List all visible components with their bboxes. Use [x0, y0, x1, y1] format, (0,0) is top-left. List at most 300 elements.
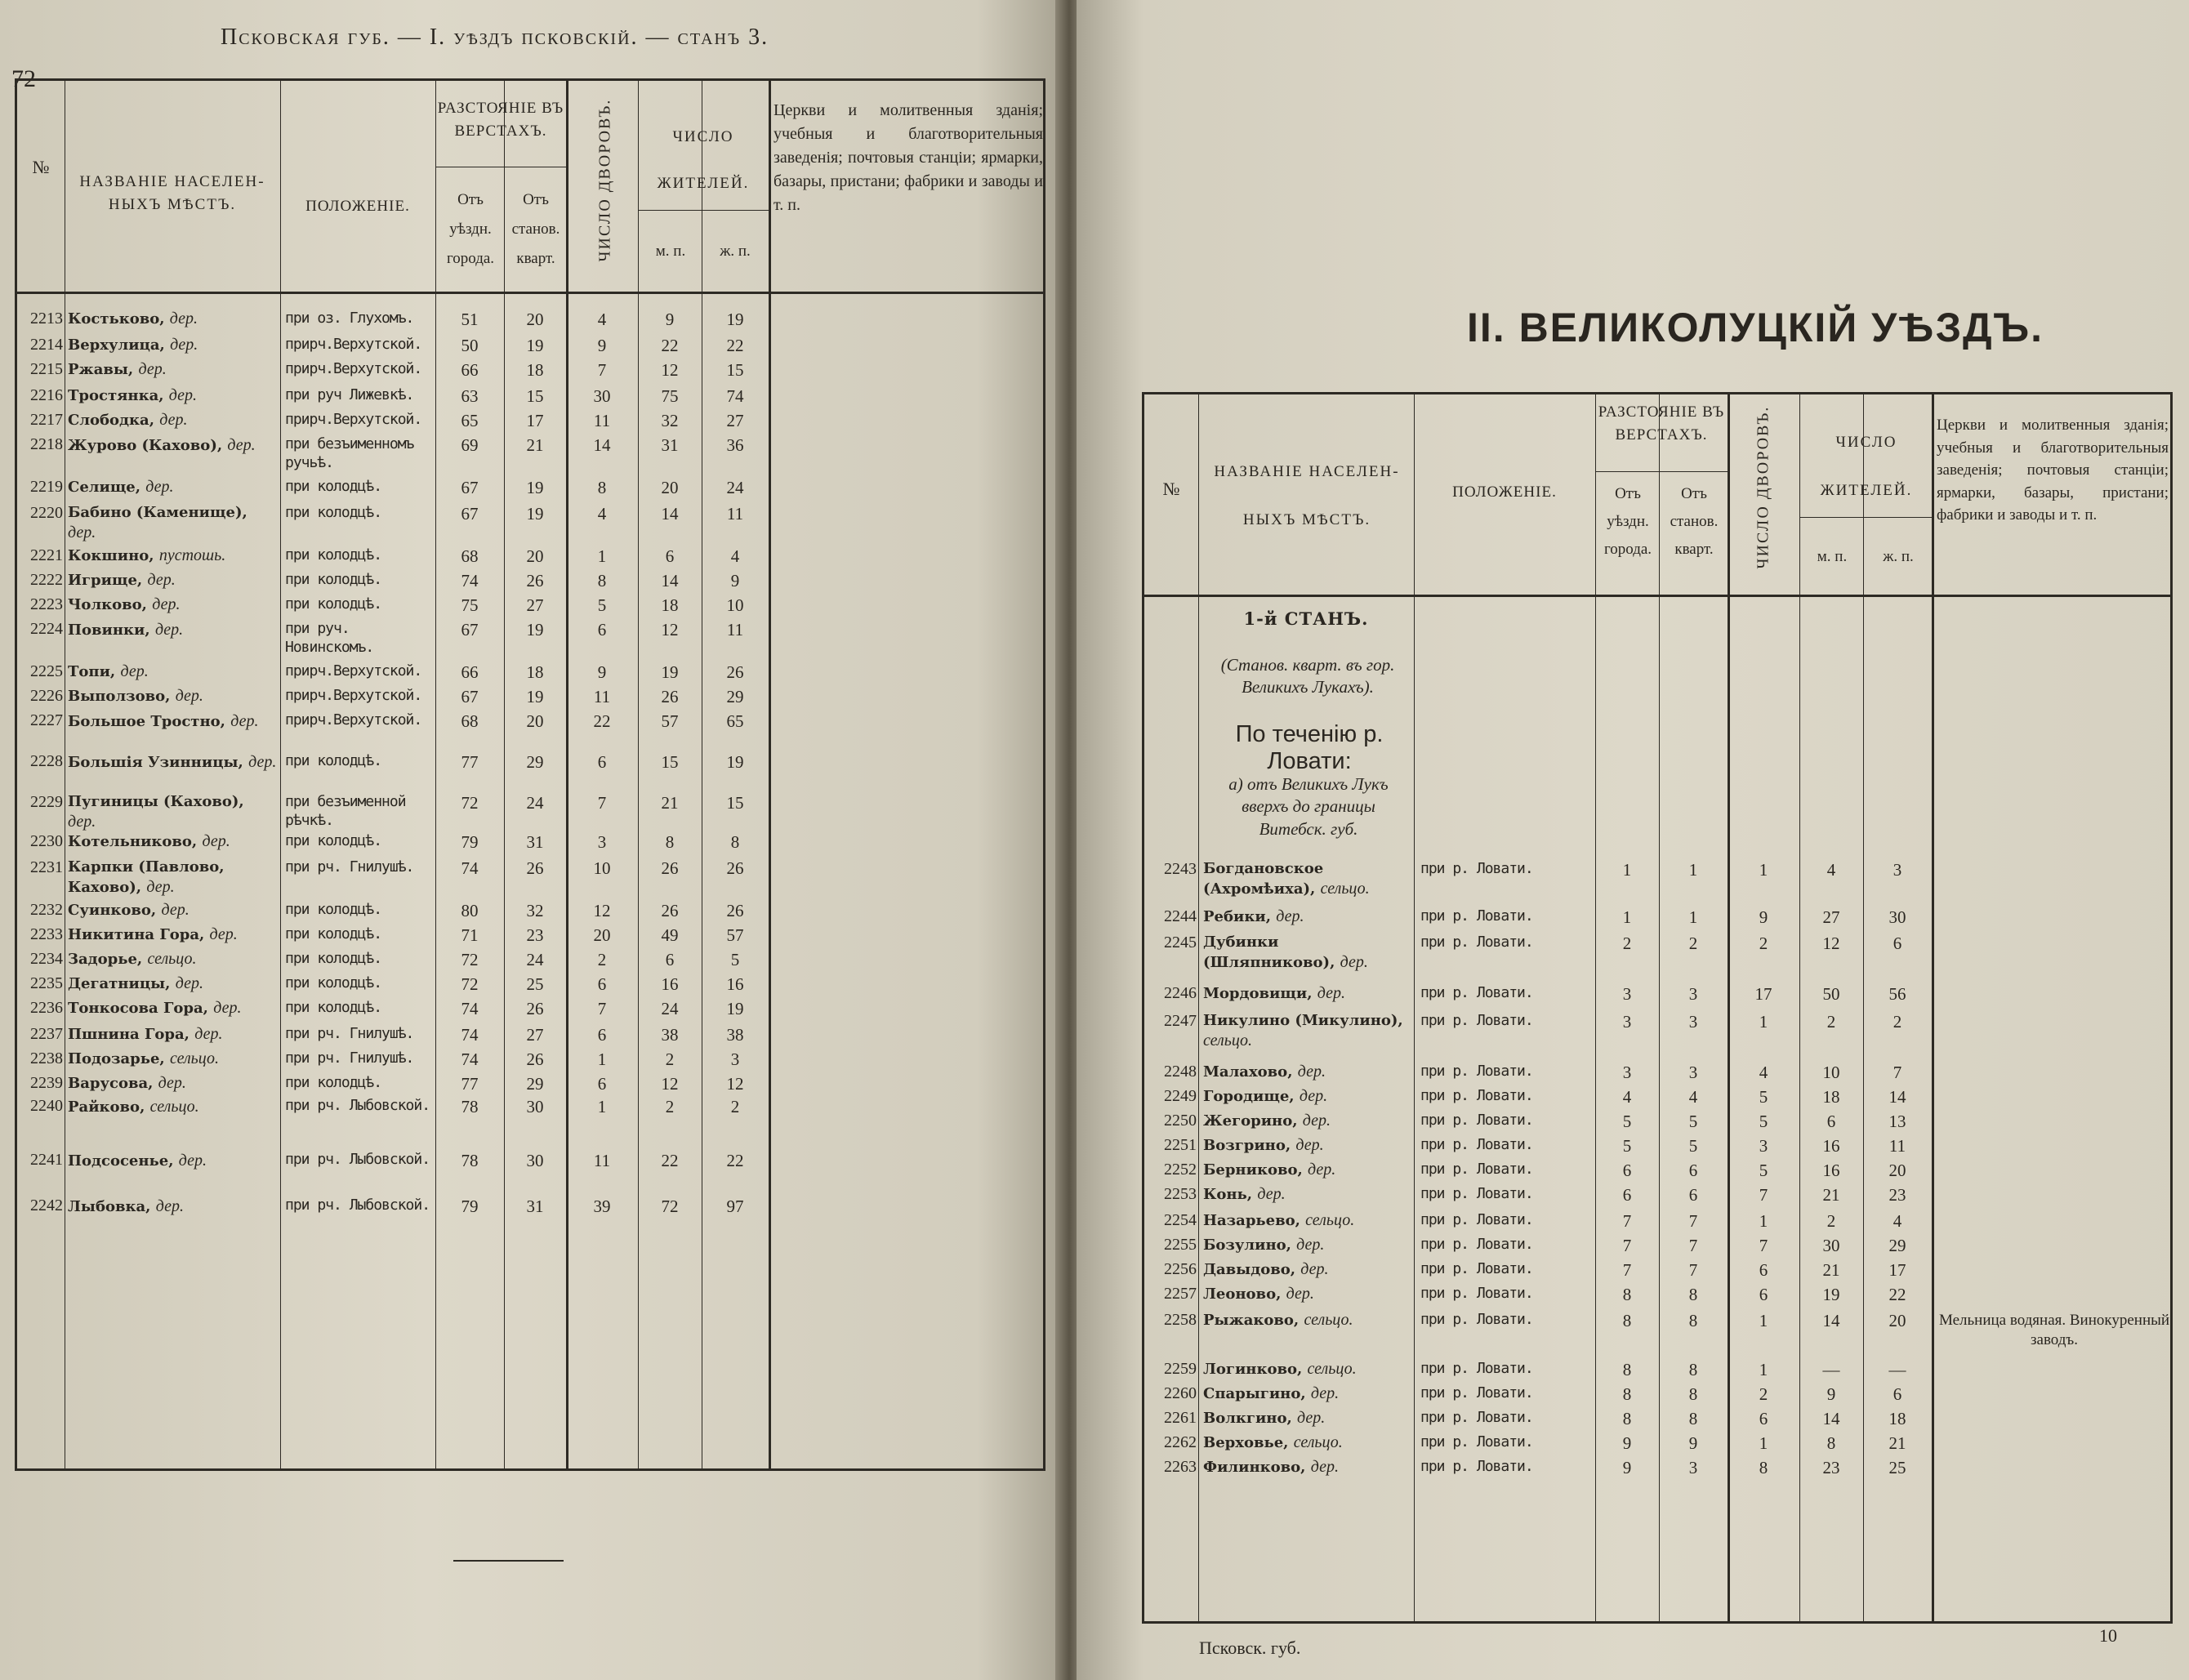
place-name-text: Селище,	[68, 479, 141, 496]
place-name	[1203, 934, 1411, 973]
distance-stan: 30	[526, 1151, 544, 1170]
female-count: 9	[730, 571, 740, 590]
male-count: 12	[661, 620, 679, 639]
table-row	[17, 1151, 1043, 1183]
male-count: 8	[665, 832, 675, 852]
place-type: дер.	[145, 478, 174, 496]
position-text: при р. Ловати.	[1420, 1161, 1533, 1178]
row-number: 2242	[30, 1196, 63, 1214]
female-count: 16	[726, 974, 744, 994]
distance-stan: 19	[526, 504, 544, 524]
distance-town: 6	[1622, 1185, 1632, 1205]
male-count: 32	[661, 411, 679, 430]
place-name	[68, 832, 277, 851]
male-count: 14	[661, 504, 679, 524]
place-type: дер.	[230, 712, 259, 730]
row-number: 2251	[1164, 1136, 1197, 1154]
households: 2	[1759, 1384, 1768, 1404]
place-name	[68, 1097, 277, 1117]
position-text: при колодцѣ.	[285, 571, 382, 588]
table-row	[1144, 934, 2170, 971]
female-count: 36	[726, 435, 744, 455]
male-count: 20	[661, 478, 679, 497]
female-count: 17	[1888, 1260, 1906, 1280]
place-name-text: Леоново,	[1203, 1286, 1282, 1303]
place-name	[1203, 1063, 1411, 1081]
distance-stan: 3	[1688, 984, 1698, 1004]
place-type: дер.	[1297, 1063, 1326, 1081]
position-text: при р. Ловати.	[1420, 1185, 1533, 1202]
place-type: дер.	[168, 386, 198, 404]
place-name-text: Волкгино,	[1203, 1410, 1292, 1427]
households: 22	[593, 711, 611, 731]
place-name	[1203, 1161, 1411, 1179]
distance-town: 8	[1622, 1409, 1632, 1428]
female-count: 74	[726, 386, 744, 406]
position-text: при безъименномъ ручьѣ.	[285, 435, 414, 471]
households: 3	[597, 832, 607, 852]
header-notes: Церкви и молитвенныя зданія; учебныя и благотворительныя заведенія; почтовыя станціи; ярмарки, базары, пристани; фабрики и заводы и т. п.	[774, 101, 1043, 214]
place-type: дер.	[159, 411, 188, 429]
distance-town: 7	[1622, 1211, 1632, 1231]
place-name	[68, 925, 277, 944]
distance-stan: 26	[526, 1049, 544, 1069]
households: 7	[1759, 1236, 1768, 1255]
place-name-text: Кокшино,	[68, 547, 154, 564]
households: 1	[597, 1097, 607, 1116]
position-text: при колодцѣ.	[285, 1074, 382, 1091]
place-name	[68, 571, 277, 590]
position-text: при р. Ловати.	[1420, 1063, 1533, 1080]
row-number: 2253	[1164, 1185, 1197, 1203]
distance-stan: 23	[526, 925, 544, 945]
households: 6	[597, 752, 607, 772]
place-type: сельцо.	[149, 1098, 199, 1116]
male-count: 4	[1826, 860, 1836, 880]
male-count: 12	[661, 360, 679, 380]
row-number: 2247	[1164, 1012, 1197, 1030]
female-count: 3	[1893, 860, 1902, 880]
distance-stan: 17	[526, 411, 544, 430]
distance-stan: 20	[526, 546, 544, 566]
place-type: дер.	[170, 336, 198, 354]
distance-town: 74	[461, 1025, 479, 1045]
place-type: дер.	[1286, 1285, 1314, 1303]
place-name	[68, 336, 277, 354]
position-text: при р. Ловати.	[1420, 1112, 1533, 1129]
female-count: 56	[1888, 984, 1906, 1004]
place-name	[1203, 907, 1411, 926]
male-count: 18	[1822, 1087, 1840, 1107]
households: 8	[1759, 1458, 1768, 1477]
place-name-text: Бозулино,	[1203, 1237, 1291, 1254]
distance-stan: 9	[1688, 1433, 1698, 1453]
distance-town: 8	[1622, 1285, 1632, 1304]
distance-town: 3	[1622, 984, 1632, 1004]
distance-stan: 29	[526, 1074, 544, 1094]
place-name	[68, 858, 277, 898]
place-name	[68, 752, 277, 773]
male-count: 19	[1822, 1285, 1840, 1304]
row-number: 2248	[1164, 1063, 1197, 1081]
place-name	[68, 411, 277, 430]
distance-town: 69	[461, 435, 479, 455]
place-name	[68, 711, 277, 732]
header-num: №	[32, 157, 50, 177]
male-count: 21	[661, 793, 679, 813]
male-count: 30	[1822, 1236, 1840, 1255]
position-text: при р. Ловати.	[1420, 1136, 1533, 1153]
place-name	[68, 999, 277, 1018]
place-name-text: Лыбовка,	[68, 1198, 151, 1215]
table-row	[17, 793, 1043, 831]
households: 12	[593, 901, 611, 920]
table-row	[17, 752, 1043, 785]
place-name	[68, 386, 277, 405]
female-count: 4	[730, 546, 740, 566]
female-count: 26	[726, 662, 744, 682]
distance-stan: 8	[1688, 1285, 1698, 1304]
distance-stan: 18	[526, 360, 544, 380]
distance-stan: 8	[1688, 1311, 1698, 1330]
place-type: дер.	[161, 901, 189, 919]
position-text: при руч Лижевкѣ.	[285, 386, 414, 403]
place-name-text: Задорье,	[68, 951, 143, 968]
male-count: 23	[1822, 1458, 1840, 1477]
distance-town: 78	[461, 1097, 479, 1116]
distance-stan: 7	[1688, 1260, 1698, 1280]
households: 9	[1759, 907, 1768, 927]
place-type: дер.	[178, 1152, 207, 1170]
male-count: 24	[661, 999, 679, 1018]
female-count: 10	[726, 595, 744, 615]
households: 5	[1759, 1112, 1768, 1131]
female-count: 18	[1888, 1409, 1906, 1428]
male-count: 12	[1822, 934, 1840, 953]
place-type: дер.	[1295, 1136, 1324, 1154]
distance-stan: 5	[1688, 1136, 1698, 1156]
distance-stan: 21	[526, 435, 544, 455]
position-text: при р. Ловати.	[1420, 934, 1533, 951]
place-name-text: Игрище,	[68, 572, 143, 589]
distance-stan: 1	[1688, 907, 1698, 927]
position-text: при безъименной рѣчкѣ.	[285, 793, 406, 829]
distance-town: 66	[461, 662, 479, 682]
distance-town: 63	[461, 386, 479, 406]
distance-town: 74	[461, 999, 479, 1018]
households: 1	[597, 1049, 607, 1069]
distance-stan: 31	[526, 832, 544, 852]
distance-town: 75	[461, 595, 479, 615]
table-row	[17, 620, 1043, 656]
place-name-text: Топи,	[68, 663, 116, 680]
distance-town: 1	[1622, 860, 1632, 880]
place-name	[68, 950, 277, 969]
position-text: при оз. Глухомъ.	[285, 310, 414, 327]
male-count: 14	[1822, 1311, 1840, 1330]
distance-town: 3	[1622, 1063, 1632, 1082]
place-name-text: Костьково,	[68, 310, 165, 328]
position-text: при р. Ловати.	[1420, 1236, 1533, 1253]
position-text: при р. Ловати.	[1420, 1311, 1533, 1328]
place-name-text: Подозарье,	[68, 1050, 165, 1067]
row-number: 2233	[30, 925, 63, 943]
position-text: при р. Ловати.	[1420, 860, 1533, 877]
female-count: 19	[726, 310, 744, 329]
place-type: дер.	[1317, 984, 1346, 1002]
female-count: 20	[1888, 1311, 1906, 1330]
position-text: при колодцѣ.	[285, 752, 382, 769]
place-type: пустошь.	[158, 546, 226, 564]
row-number: 2252	[1164, 1161, 1197, 1179]
place-type: дер.	[1308, 1161, 1336, 1179]
position-text: при р. Ловати.	[1420, 1458, 1533, 1475]
households: 1	[1759, 1433, 1768, 1453]
position-text: прирч.Верхутской.	[285, 687, 422, 704]
households: 5	[597, 595, 607, 615]
position-text: при р. Ловати.	[1420, 1384, 1533, 1401]
distance-stan: 15	[526, 386, 544, 406]
households: 17	[1754, 984, 1772, 1004]
place-name-text: Ребики,	[1203, 908, 1271, 925]
row-number: 2249	[1164, 1087, 1197, 1105]
distance-stan: 26	[526, 858, 544, 878]
place-type: дер.	[175, 687, 203, 705]
female-count: 7	[1893, 1063, 1902, 1082]
row-number: 2218	[30, 435, 63, 453]
r-header-households: ЧИСЛО ДВОРОВЪ.	[1754, 405, 1772, 569]
position-text: прирч.Верхутской.	[285, 411, 422, 428]
place-name-text: Верховье,	[1203, 1434, 1289, 1451]
row-number: 2255	[1164, 1236, 1197, 1254]
place-name-text: Малахово,	[1203, 1063, 1293, 1081]
distance-stan: 26	[526, 999, 544, 1018]
male-count: 21	[1822, 1260, 1840, 1280]
households: 8	[597, 478, 607, 497]
place-name-text: Логинково,	[1203, 1361, 1303, 1378]
female-count: 14	[1888, 1087, 1906, 1107]
place-name-text: Спарыгино,	[1203, 1385, 1306, 1402]
distance-stan: 6	[1688, 1185, 1698, 1205]
female-count: 21	[1888, 1433, 1906, 1453]
distance-town: 67	[461, 478, 479, 497]
place-type: дер.	[154, 621, 184, 639]
households: 39	[593, 1196, 611, 1216]
female-count: 6	[1893, 934, 1902, 953]
male-count: 2	[1826, 1012, 1836, 1032]
place-name	[68, 901, 277, 920]
position-text: при колодцѣ.	[285, 950, 382, 967]
distance-town: 71	[461, 925, 479, 945]
male-count: 18	[661, 595, 679, 615]
households: 6	[1759, 1409, 1768, 1428]
position-text: при колодцѣ.	[285, 999, 382, 1016]
row-number: 2256	[1164, 1260, 1197, 1278]
distance-stan: 5	[1688, 1112, 1698, 1131]
households: 6	[1759, 1285, 1768, 1304]
distance-town: 79	[461, 1196, 479, 1216]
households: 7	[597, 999, 607, 1018]
place-type: дер.	[68, 523, 96, 541]
male-count: 6	[665, 950, 675, 969]
place-name-text: Никулино (Микулино),	[1203, 1012, 1403, 1029]
place-name-text: Рыжаково,	[1203, 1312, 1300, 1329]
female-count: 11	[1888, 1136, 1906, 1156]
male-count: 6	[1826, 1112, 1836, 1131]
r-header-male: м. п.	[1817, 548, 1848, 565]
distance-town: 78	[461, 1151, 479, 1170]
left-page	[0, 0, 1062, 1680]
place-name	[1203, 1211, 1411, 1230]
position-text: при р. Ловати.	[1420, 1260, 1533, 1277]
distance-stan: 25	[526, 974, 544, 994]
female-count: 97	[726, 1196, 744, 1216]
distance-stan: 27	[526, 595, 544, 615]
row-number: 2229	[30, 793, 63, 811]
distance-town: 5	[1622, 1136, 1632, 1156]
place-name-text: Варусова,	[68, 1075, 154, 1092]
place-name-text: Бабино (Каменище),	[68, 504, 247, 521]
place-name	[68, 1151, 277, 1171]
place-name	[1203, 1409, 1411, 1428]
female-count: 19	[726, 752, 744, 772]
female-count: 27	[726, 411, 744, 430]
male-count: 50	[1822, 984, 1840, 1004]
place-type: дер.	[213, 999, 242, 1017]
place-type: сельцо.	[1307, 1360, 1357, 1378]
position-text: при руч. Новинскомъ.	[285, 620, 374, 656]
place-name-text: Слободка,	[68, 412, 154, 429]
households: 14	[593, 435, 611, 455]
position-text: при р. Ловати.	[1420, 1433, 1533, 1451]
table-row	[17, 1196, 1043, 1229]
place-name-text: Верхулица,	[68, 336, 165, 354]
place-type: дер.	[202, 832, 230, 850]
distance-stan: 3	[1688, 1012, 1698, 1032]
row-number: 2217	[30, 411, 63, 429]
female-count: 12	[726, 1074, 744, 1094]
place-type: сельцо.	[1293, 1433, 1343, 1451]
row-number: 2257	[1164, 1285, 1197, 1303]
households: 8	[597, 571, 607, 590]
distance-town: 80	[461, 901, 479, 920]
place-name-text: Давыдово,	[1203, 1261, 1296, 1278]
row-number: 2239	[30, 1074, 63, 1092]
position-text: при р. Ловати.	[1420, 1360, 1533, 1377]
female-count: 29	[1888, 1236, 1906, 1255]
footer-left: Псковск. губ.	[1199, 1638, 1301, 1658]
place-name-text: Повинки,	[68, 622, 150, 639]
households: 30	[593, 386, 611, 406]
row-number: 2230	[30, 832, 63, 850]
households: 5	[1759, 1087, 1768, 1107]
households: 6	[597, 620, 607, 639]
male-count: 14	[1822, 1409, 1840, 1428]
place-type: дер.	[152, 595, 181, 613]
households: 7	[597, 793, 607, 813]
place-type: сельцо.	[147, 950, 197, 968]
male-count: 31	[661, 435, 679, 455]
female-count: 23	[1888, 1185, 1906, 1205]
table-row	[17, 711, 1043, 744]
distance-town: 8	[1622, 1360, 1632, 1379]
place-name-text: Тростянка,	[68, 387, 164, 404]
header-position: ПОЛОЖЕНІЕ.	[305, 198, 410, 215]
header-male: м. п.	[655, 243, 686, 260]
male-count: 12	[661, 1074, 679, 1094]
place-name	[1203, 1384, 1411, 1403]
place-name-text: Пшнина Гора,	[68, 1026, 189, 1043]
female-count: 13	[1888, 1112, 1906, 1131]
households: 5	[1759, 1161, 1768, 1180]
distance-stan: 3	[1688, 1063, 1698, 1082]
r-header-from-town: Отъ уѣздн. города.	[1603, 485, 1652, 559]
place-name-text: Филинково,	[1203, 1459, 1306, 1476]
distance-town: 8	[1622, 1311, 1632, 1330]
row-number: 2224	[30, 620, 63, 638]
footer-right: 10	[2099, 1625, 2117, 1646]
distance-town: 68	[461, 546, 479, 566]
female-count: 57	[726, 925, 744, 945]
households: 4	[1759, 1063, 1768, 1082]
distance-stan: 19	[526, 620, 544, 639]
households: 9	[597, 662, 607, 682]
place-name	[1203, 1433, 1411, 1452]
female-count: 22	[1888, 1285, 1906, 1304]
distance-stan: 19	[526, 478, 544, 497]
distance-stan: 6	[1688, 1161, 1698, 1180]
table-row	[17, 858, 1043, 896]
place-name-text: Пугиницы (Кахово),	[68, 793, 244, 810]
place-type: дер.	[147, 571, 176, 589]
table-row	[17, 1097, 1043, 1130]
page-number: 72	[11, 65, 36, 92]
r-header-residents: ЧИСЛО ЖИТЕЛЕЙ.	[1820, 434, 1913, 499]
place-type: дер.	[248, 753, 277, 771]
distance-town: 65	[461, 411, 479, 430]
place-name	[1203, 984, 1411, 1003]
distance-town: 50	[461, 336, 479, 355]
distance-stan: 24	[526, 793, 544, 813]
row-number: 2237	[30, 1025, 63, 1043]
place-type: дер.	[1299, 1087, 1328, 1105]
distance-stan: 24	[526, 950, 544, 969]
place-name	[68, 478, 277, 497]
distance-town: 7	[1622, 1260, 1632, 1280]
position-text: прирч.Верхутской.	[285, 711, 422, 729]
position-text: прирч.Верхутской.	[285, 360, 422, 377]
position-text: при рч. Лыбовской.	[285, 1151, 430, 1168]
table-row	[17, 504, 1043, 541]
table-row	[1144, 860, 2170, 898]
header-households: ЧИСЛО ДВОРОВЪ.	[595, 98, 614, 262]
table-row	[17, 435, 1043, 471]
row-number: 2260	[1164, 1384, 1197, 1402]
female-count: 3	[730, 1049, 740, 1069]
position-text: при колодцѣ.	[285, 595, 382, 613]
position-text: при р. Ловати.	[1420, 1211, 1533, 1228]
distance-town: 1	[1622, 907, 1632, 927]
position-text: при р. Ловати.	[1420, 1409, 1533, 1426]
place-name-text: Журово (Кахово),	[68, 437, 223, 454]
position-text: при рч. Гнилушѣ.	[285, 858, 414, 876]
male-count: 57	[661, 711, 679, 731]
distance-town: 51	[461, 310, 479, 329]
place-name	[1203, 1236, 1411, 1254]
row-number: 2240	[30, 1097, 63, 1115]
place-type: дер.	[146, 877, 175, 896]
position-text: прирч.Верхутской.	[285, 336, 422, 353]
